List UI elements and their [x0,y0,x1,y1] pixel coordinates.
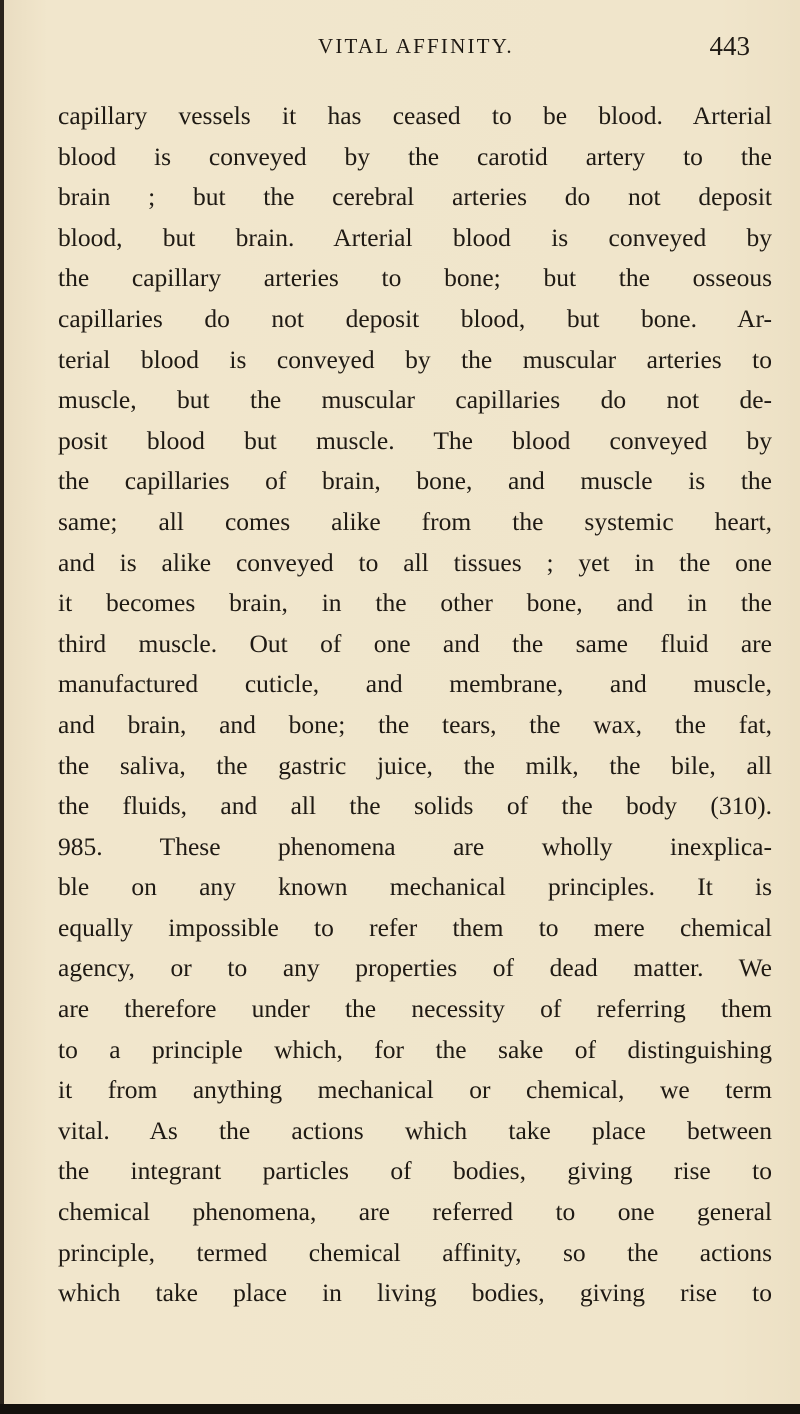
text-line: the saliva, the gastric juice, the milk, the bile, all [58,750,772,780]
text-line: the integrant particles of bodies, giving rise to [58,1156,772,1186]
text-line: to a principle which, for the sake of distinguishing [58,1034,772,1064]
text-line: which take place in living bodies, giving rise to [58,1278,772,1308]
text-line: the fluids, and all the solids of the body (310). [58,791,772,821]
page-number: 443 [709,31,750,61]
text-line: blood is conveyed by the carotid artery to the [58,141,772,171]
page-left-edge [0,0,4,1414]
text-line: chemical phenomena, are referred to one general [58,1197,772,1227]
text-line: vital. As the actions which take place between [58,1115,772,1145]
text-line: capillaries do not deposit blood, but bone. Ar- [58,303,772,333]
text-line: it from anything mechanical or chemical, we term [58,1075,772,1105]
text-line: and brain, and bone; the tears, the wax, the fat, [58,709,772,739]
running-head [0,31,800,74]
text-line: muscle, but the muscular capillaries do not de- [58,385,772,415]
text-line: and is alike conveyed to all tissues ; yet in the one [58,547,772,577]
text-line: terial blood is conveyed by the muscular arteries to [58,344,772,374]
text-line: the capillary arteries to bone; but the osseous [58,263,772,293]
text-line: manufactured cuticle, and membrane, and muscle, [58,669,772,699]
text-line: equally impossible to refer them to mere chemical [58,912,772,942]
text-line: agency, or to any properties of dead matter. We [58,953,772,983]
text-line: it becomes brain, in the other bone, and in the [58,588,772,618]
text-line: the capillaries of brain, bone, and muscle is the [58,466,772,496]
paragraph-start-line: 985. These phenomena are wholly inexplica- [58,831,772,861]
text-line: same; all comes alike from the systemic heart, [58,506,772,536]
text-line: third muscle. Out of one and the same fluid are [58,628,772,658]
text-line: principle, termed chemical affinity, so the actions [58,1237,772,1267]
body-text [58,96,772,1314]
running-title: VITAL AFFINITY. [318,34,514,58]
text-line: ble on any known mechanical principles. It is [58,872,772,902]
text-line: posit blood but muscle. The blood conveyed by [58,425,772,455]
text-line: brain ; but the cerebral arteries do not deposit [58,182,772,212]
text-line: are therefore under the necessity of referring them [58,994,772,1024]
page-bottom-edge [0,1404,800,1414]
text-line: blood, but brain. Arterial blood is conveyed by [58,222,772,252]
text-line: capillary vessels it has ceased to be blood. Arterial [58,101,772,130]
